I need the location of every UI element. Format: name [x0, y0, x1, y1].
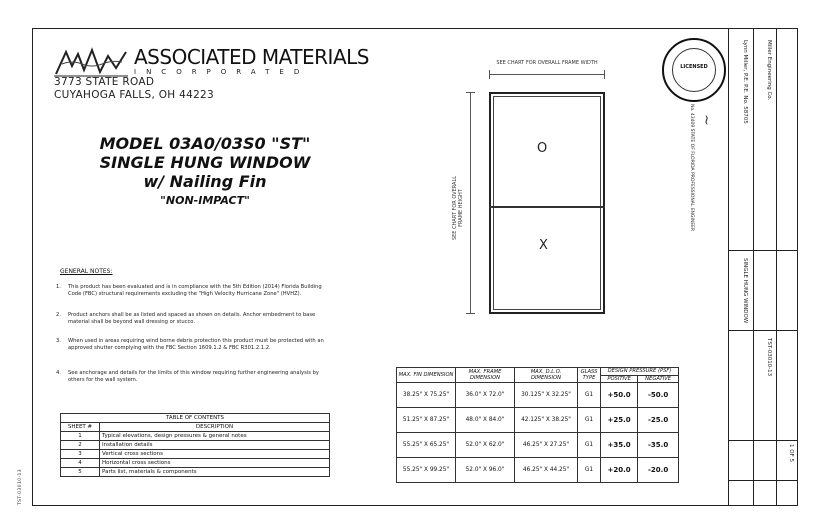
window-sash [493, 96, 601, 310]
cell-fin: 51.25" X 87.25" [397, 408, 456, 433]
table-of-contents [60, 413, 330, 477]
dim-line-width [489, 74, 605, 75]
note-text: See anchorage and details for the limits of this window requiring further engineering analysis by others for the wall system. [68, 370, 319, 383]
note-text: When used in areas requiring wind borne debris protection this product must be protected with an approved shutter complying with the FBC Section 1609.1.2 & FBC R301.2.1.2. [68, 338, 324, 351]
toc-sheet: 3 [61, 450, 100, 459]
seal-caption: No. 43409 STATE OF FLORIDA PROFESSIONAL ENGINEER [689, 104, 694, 232]
table-row [397, 383, 679, 408]
design-pressure-table [396, 367, 679, 483]
cell-positive: +20.0 [601, 458, 638, 483]
dim-label-height: SEE CHART FOR OVERALL FRAME HEIGHT [452, 175, 464, 241]
toc-desc: Parts list, materials & components [100, 468, 330, 477]
company-name: ASSOCIATED MATERIALS [134, 45, 369, 69]
cell-glass: G1 [578, 433, 601, 458]
cell-positive: +35.0 [601, 433, 638, 458]
tb-drawing-title: SINGLE HUNG WINDOW [742, 258, 748, 324]
table-row [397, 433, 679, 458]
company-logo [52, 46, 130, 78]
title-block-divider [776, 28, 777, 506]
table-row [397, 408, 679, 433]
col-positive: POSITIVE [601, 375, 638, 383]
cell-fin: 55.25" X 65.25" [397, 433, 456, 458]
title-block-divider [728, 330, 798, 331]
tb-sheet: 1 OF 5 [788, 444, 794, 462]
title-block-divider [753, 28, 754, 506]
toc-desc: Vertical cross sections [100, 450, 330, 459]
note-text: Product anchors shall be as listed and spaced as shown on details. Anchor embedment to base material shall be beyond wall dressing or stucco. [68, 312, 316, 325]
cell-dlo: 46.25" X 44.25" [515, 458, 578, 483]
title-window-type: SINGLE HUNG WINDOW [99, 153, 311, 172]
dim-tick [466, 313, 475, 314]
general-note [56, 370, 336, 384]
cell-frame: 36.0" X 72.0" [456, 383, 515, 408]
dim-tick [489, 70, 490, 79]
engineer-seal-inner [672, 48, 716, 92]
table-row [61, 441, 330, 450]
cell-glass: G1 [578, 383, 601, 408]
toc-sheet: 1 [61, 432, 100, 441]
title-block-divider [728, 480, 798, 481]
title-non-impact: "NON-IMPACT" [160, 194, 250, 207]
tb-firm: Miller Engineering Co. [766, 40, 772, 101]
address-line-1: 3773 STATE ROAD [54, 76, 155, 88]
col-glass-type: GLASS TYPE [578, 368, 601, 383]
table-row [61, 468, 330, 477]
col-fin-dimension: MAX. FIN DIMENSION [397, 368, 456, 383]
note-number: 1. [56, 284, 61, 290]
cell-frame: 52.0" X 62.0" [456, 433, 515, 458]
cell-dlo: 46.25" X 27.25" [515, 433, 578, 458]
toc-desc: Typical elevations, design pressures & general notes [100, 432, 330, 441]
cell-dlo: 42.125" X 38.25" [515, 408, 578, 433]
note-number: 2. [56, 312, 61, 318]
table-row [61, 459, 330, 468]
cell-negative: -20.0 [638, 458, 679, 483]
title-model: MODEL 03A0/03S0 "ST" [99, 134, 311, 153]
general-note [56, 284, 336, 306]
table-row [61, 450, 330, 459]
toc-sheet: 5 [61, 468, 100, 477]
general-note [56, 338, 336, 360]
toc-col-description: DESCRIPTION [100, 423, 330, 432]
cell-dlo: 30.125" X 32.25" [515, 383, 578, 408]
table-row [397, 458, 679, 483]
window-meeting-rail [489, 206, 605, 208]
company-subtitle: INCORPORATED [134, 68, 310, 76]
cell-negative: -50.0 [638, 383, 679, 408]
toc-title: TABLE OF CONTENTS [61, 414, 330, 423]
engineer-signature: ~ [697, 114, 714, 126]
cell-positive: +50.0 [601, 383, 638, 408]
col-negative: NEGATIVE [638, 375, 679, 383]
toc-desc: Installation details [100, 441, 330, 450]
tb-engineer: Lynn Miller, P.E. P.E. No. 58705 [742, 40, 748, 124]
cell-glass: G1 [578, 408, 601, 433]
note-text: This product has been evaluated and is in compliance with the 5th Edition (2014) Florida Building Code (FBC) structural requirements excluding the "High Velocity Hurricane Zone" (HVHZ). [68, 284, 322, 297]
note-number: 4. [56, 370, 61, 376]
cell-fin: 38.25" X 75.25" [397, 383, 456, 408]
col-frame-dimension: MAX. FRAME DIMENSION [456, 368, 515, 383]
title-block-divider [728, 250, 798, 251]
dim-tick [466, 92, 475, 93]
dim-label-width: SEE CHART FOR OVERALL FRAME WIDTH [496, 60, 598, 66]
title-block-divider [728, 28, 729, 506]
cell-frame: 48.0" X 84.0" [456, 408, 515, 433]
cell-fin: 55.25" X 99.25" [397, 458, 456, 483]
toc-sheet: 2 [61, 441, 100, 450]
seal-label: LICENSED [680, 64, 708, 70]
cell-glass: G1 [578, 458, 601, 483]
cell-negative: -35.0 [638, 433, 679, 458]
tb-drawing-number: TST-03010-13 [766, 338, 772, 377]
dim-tick [604, 70, 605, 79]
toc-sheet: 4 [61, 459, 100, 468]
general-notes-heading: GENERAL NOTES: [60, 268, 113, 275]
note-number: 3. [56, 338, 61, 344]
general-note [56, 312, 336, 326]
col-design-pressure: DESIGN PRESSURE (PSF) [601, 368, 679, 376]
dim-line-height [470, 92, 471, 314]
title-block-divider [728, 440, 798, 441]
table-row [61, 432, 330, 441]
title-nailing-fin: w/ Nailing Fin [143, 172, 267, 191]
cell-positive: +25.0 [601, 408, 638, 433]
col-dlo-dimension: MAX. D.L.O. DIMENSION [515, 368, 578, 383]
fixed-lite-glyph: O [537, 141, 548, 156]
cell-frame: 52.0" X 96.0" [456, 458, 515, 483]
cell-negative: -25.0 [638, 408, 679, 433]
toc-col-sheet: SHEET # [61, 423, 100, 432]
toc-desc: Horizontal cross sections [100, 459, 330, 468]
margin-drawing-no: TST-03010-13 [18, 468, 23, 505]
margin-stamp-text [18, 469, 23, 505]
address-line-2: CUYAHOGA FALLS, OH 44223 [54, 89, 215, 101]
operable-sash-glyph: X [539, 238, 548, 253]
